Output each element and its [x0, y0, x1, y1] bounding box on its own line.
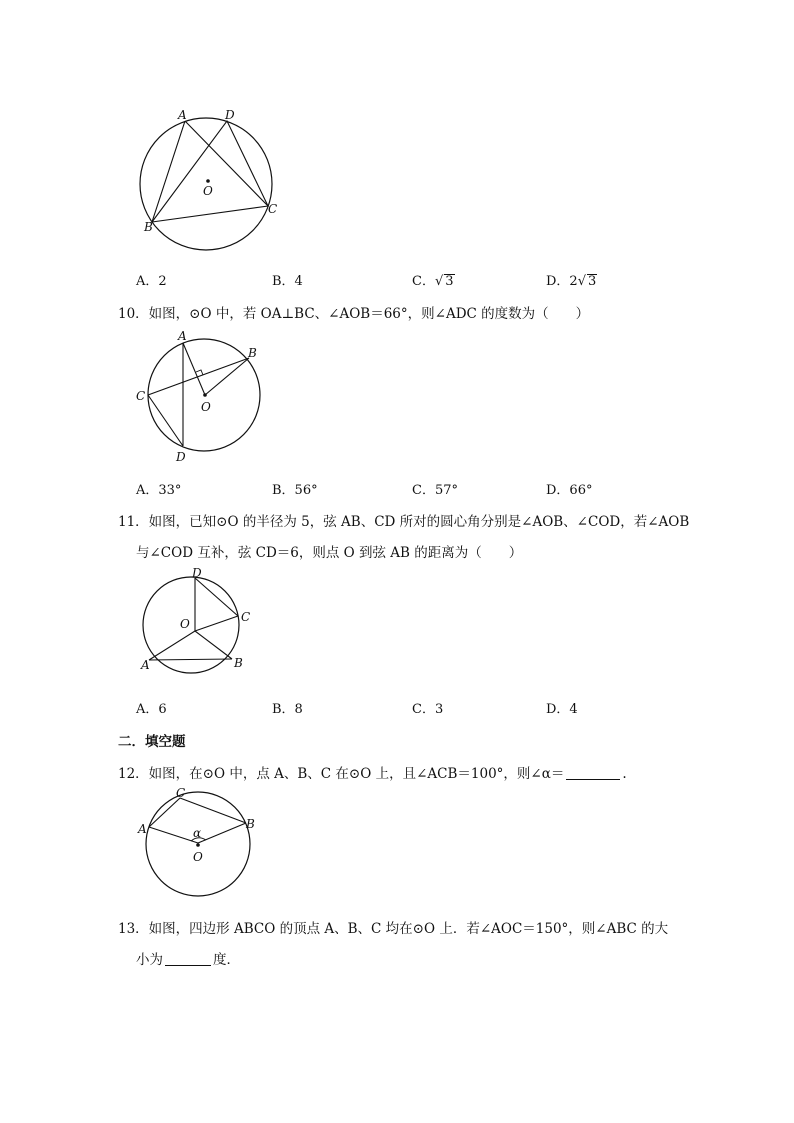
q12-chord-cb	[180, 798, 246, 823]
sqrt-icon: √	[577, 274, 586, 289]
q12-figure	[130, 785, 270, 905]
q11-radius-ob	[195, 631, 232, 659]
q12-label-a: A	[138, 822, 147, 836]
q10-question-text: 10．如图，⊙O 中，若 OA⊥BC、∠AOB＝66°，则∠ADC 的度数为（ ）	[118, 306, 590, 322]
q9-option-c-prefix: C．	[412, 274, 435, 289]
q11-question-line2: 与∠COD 互补，弦 CD＝6，则点 O 到弦 AB 的距离为（ ）	[136, 545, 523, 561]
q10-figure	[130, 325, 275, 465]
q11-option-c[interactable]: C．3	[412, 702, 444, 717]
q10-option-c[interactable]: C．57°	[412, 483, 458, 498]
q11-chord-ab	[149, 659, 232, 660]
q10-right-angle-mark	[196, 370, 203, 375]
q11-option-a[interactable]: A．6	[136, 702, 167, 717]
q13-question-prefix: 小为	[136, 952, 163, 968]
q9-option-d[interactable]	[546, 270, 597, 289]
q13-answer-blank[interactable]	[165, 953, 211, 966]
q9-label-b: B	[144, 220, 153, 234]
q9-center-dot	[206, 179, 210, 183]
q13-question-suffix: 度．	[213, 952, 240, 968]
sqrt-icon: √	[434, 274, 444, 289]
q12-answer-blank[interactable]	[566, 767, 620, 780]
section-title: 二．填空题	[118, 734, 186, 750]
q10-label-c: C	[136, 389, 146, 403]
q10-label-a: A	[178, 329, 187, 343]
q12-question-suffix: .	[622, 766, 627, 782]
q11-label-d: D	[192, 566, 202, 580]
q12-question-prefix: 12．如图，在⊙O 中，点 A、B、C 在⊙O 上，且∠ACB＝100°，则∠α＝	[118, 766, 565, 782]
q9-option-c-radicand: 3	[445, 274, 454, 289]
q11-radius-oc	[195, 616, 238, 631]
q11-label-c: C	[241, 610, 251, 624]
q12-label-alpha: α	[193, 826, 202, 840]
q13-question-line2	[136, 948, 240, 968]
q10-radius-ob	[205, 358, 249, 395]
q11-question-line1: 11．如图，已知⊙O 的半径为 5，弦 AB、CD 所对的圆心角分别是∠AOB、∠COD，若∠AOB	[118, 514, 690, 530]
q10-option-a[interactable]: A．33°	[136, 483, 182, 498]
q12-chord-ca	[149, 798, 180, 827]
q12-center-dot	[196, 843, 200, 847]
q9-figure	[130, 100, 290, 260]
q10-segment-cd	[148, 395, 183, 446]
q13-question-line1: 13．如图，四边形 ABCO 的顶点 A、B、C 均在⊙O 上．若∠AOC＝150°，则∠ABC 的大	[118, 921, 669, 937]
q11-label-a: A	[141, 658, 150, 672]
q10-label-d: D	[176, 450, 186, 464]
q10-label-b: B	[248, 346, 257, 360]
q12-radius-oa	[149, 827, 198, 843]
q9-option-c[interactable]	[412, 270, 455, 289]
q9-option-d-radicand: 3	[588, 274, 597, 289]
q9-label-c: C	[268, 202, 278, 216]
q9-option-b[interactable]: B．4	[272, 274, 303, 289]
q11-figure	[130, 565, 270, 680]
q11-label-o: O	[180, 617, 190, 631]
q9-label-a: A	[178, 108, 187, 122]
q9-label-d: D	[225, 108, 235, 122]
q10-option-b[interactable]: B．56°	[272, 483, 318, 498]
q12-question-text	[118, 762, 627, 782]
q9-option-d-prefix: D．2	[546, 274, 578, 289]
q11-options	[136, 698, 696, 717]
q11-label-b: B	[234, 656, 243, 670]
q10-radius-oa	[183, 343, 205, 395]
q9-options	[136, 270, 696, 289]
q11-option-d[interactable]: D．4	[546, 702, 578, 717]
q10-center-dot	[203, 393, 207, 397]
q10-options	[136, 479, 696, 498]
q12-label-b: B	[246, 817, 255, 831]
q9-label-o: O	[203, 184, 213, 198]
q10-option-d[interactable]: D．66°	[546, 483, 593, 498]
q12-label-o: O	[193, 850, 203, 864]
q12-label-c: C	[176, 786, 186, 800]
q11-option-b[interactable]: B．8	[272, 702, 303, 717]
q10-label-o: O	[201, 400, 211, 414]
q11-radius-oa	[149, 631, 195, 660]
q10-chord-cb	[148, 358, 249, 395]
q9-option-a[interactable]: A．2	[136, 274, 167, 289]
